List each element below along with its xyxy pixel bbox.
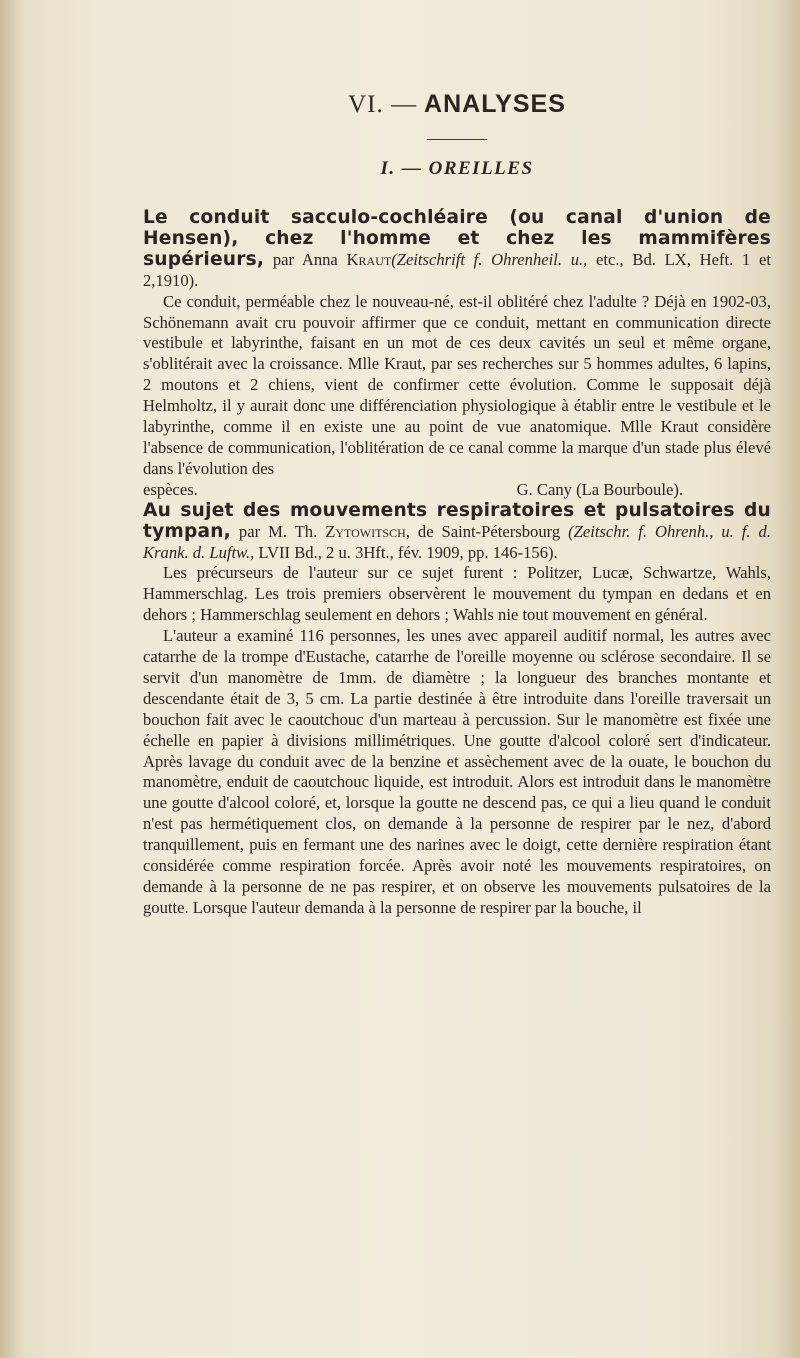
text-column <box>143 90 771 919</box>
article-1-author: Kraut <box>346 249 392 269</box>
article-2-title: Au sujet des mouvements respiratoires et pulsatoires du tympan, <box>143 499 771 542</box>
article-1-by: par Anna <box>272 249 338 269</box>
article-1 <box>143 208 771 501</box>
article-1-closing <box>143 480 771 501</box>
heading-divider <box>427 139 487 140</box>
article-2-by: par M. Th. <box>238 521 318 541</box>
article-1-paragraph: Ce conduit, perméable chez le nouveau-né, est-il oblitéré chez l'adulte ? Déjà en 1902-03, Schönemann avait cru pouvoir affirmer que ce conduit, mettant en communication directe vestibule et labyrinthe, faisant en un mot de ces deux cavités un seul et même organe, s'oblitérait avec la croissance. Mlle Kraut, par ses recherches sur 5 hommes adultes, 6 lapins, 2 moutons et 2 chiens, vient de confirmer cette évolution. Comme le supposait déjà Helmholtz, il y aurait donc une différenciation physiologique à établir entre le vestibule et le labyrinthe, comme il en existe une au point de vue anatomique. Mlle Kraut considère l'absence de communication, l'oblitération de ce canal comme la marque d'un stade plus élevé dans l'évolution des <box>143 291 771 478</box>
section-title: ANALYSES <box>424 90 566 118</box>
article-2-ref-journal: (Zeitschr. f. Ohrenh., u. f. d. Krank. d. Luftw., <box>143 521 771 562</box>
section-number: VI. — <box>348 91 417 118</box>
article-2-heading <box>143 501 771 564</box>
article-2-ref-rest: LVII Bd., 2 u. 3Hft., fév. 1909, pp. 146-156). <box>258 542 558 562</box>
subsection-heading: I. — OREILLES <box>380 158 534 179</box>
section-heading <box>143 90 771 119</box>
article-1-last-line: espèces. <box>143 479 198 499</box>
article-2-author: Zytowitsch <box>325 521 406 541</box>
article-1-ref-journal: (Zeitschrift f. Ohrenheil. u., <box>391 249 588 269</box>
article-2-paragraph-2: L'auteur a examiné 116 personnes, les unes avec appareil auditif normal, les autres avec catarrhe de la trompe d'Eustache, catarrhe de l'oreille moyenne ou sclérose secondaire. Il se servit d'un manomètre de 1mm. de diamètre ; la longueur des branches montante et descendante était de 3, 5 cm. La partie destinée à être introduite dans l'oreille traversait un bouchon fait avec le caoutchouc d'un marteau à percussion. Sur le manomètre est fixée une échelle en papier à divisions millimétriques. Une goutte d'alcool coloré sert d'indicateur. Après lavage du conduit avec de la benzine et assèchement avec de la ouate, le bouchon du manomètre, enduit de caoutchouc liquide, est introduit. Alors est introduit dans le manomètre une goutte d'alcool coloré, et, lorsque la goutte ne descend pas, ce qui a lieu quand le conduit n'est pas hermétiquement clos, on demande à la personne de respirer par le nez, d'abord tranquillement, puis en fermant une des narines avec le doigt, cette dernière respiration étant considérée comme respiration forcée. Après avoir noté les mouvements respiratoires, on demande à la personne de ne pas respirer, et on observe les mouvements pulsatoires de la goutte. Lorsque l'auteur demanda à la personne de respirer par la bouche, il <box>143 626 771 917</box>
article-1-title: Le conduit sacculo-cochléaire (ou canal d'union de Hensen), chez l'homme et chez les mammifères supérieurs, <box>143 207 771 270</box>
article-1-signature: G. Cany (La Bourboule). <box>516 479 683 499</box>
article-2-place: , de Saint-Pétersbourg <box>405 521 561 541</box>
article-2 <box>143 501 771 919</box>
article-2-paragraph-1: Les précurseurs de l'auteur sur ce sujet furent : Politzer, Lucæ, Schwartze, Wahls, Hammerschlag. Les trois premiers observèrent le mouvement du tympan en dedans et en dehors ; Hammerschlag seulement en dehors ; Wahls nie tout mouvement en général. <box>143 563 771 625</box>
article-1-heading <box>143 208 771 292</box>
article-1-ref-rest: etc., Bd. LX, Heft. 1 et 2,1910). <box>143 249 771 290</box>
